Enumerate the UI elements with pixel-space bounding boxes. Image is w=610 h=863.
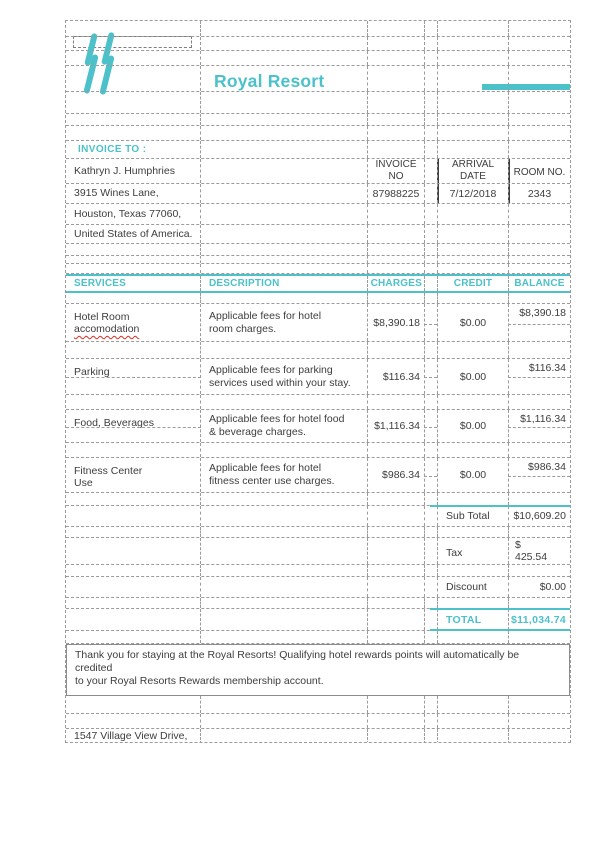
empty-cell: [509, 92, 570, 113]
empty-cell: [438, 729, 509, 743]
empty-cell: [368, 264, 425, 273]
empty-cell: [368, 443, 425, 457]
grid-row: [66, 126, 570, 141]
grid-divider: [66, 377, 201, 378]
empty-cell: [438, 565, 509, 576]
empty-cell: [66, 395, 201, 409]
service-description-cell: Applicable fees for hotel room charges.: [201, 304, 368, 341]
grid-row: [66, 114, 570, 126]
credit-cell: $0.00: [438, 359, 509, 394]
empty-cell: [201, 565, 368, 576]
subtotal-row: [66, 506, 570, 527]
empty-cell: [201, 395, 368, 409]
empty-cell: [66, 293, 201, 303]
empty-cell: [425, 527, 438, 537]
empty-cell: [425, 598, 438, 608]
thank-you-box: [66, 644, 570, 696]
empty-cell: [201, 204, 368, 224]
service-row-food-beverages: [66, 410, 570, 443]
arrival-date-value: 7/12/2018: [438, 184, 509, 203]
charges-header: CHARGES: [368, 276, 425, 291]
empty-cell: [509, 598, 570, 608]
empty-cell: [368, 126, 425, 140]
empty-cell: [201, 256, 368, 263]
empty-cell: [438, 114, 509, 125]
empty-cell: [425, 114, 438, 125]
empty-cell: [509, 631, 570, 643]
empty-cell: [438, 598, 509, 608]
empty-cell: [66, 696, 201, 713]
empty-cell: [509, 395, 570, 409]
empty-cell: [425, 276, 438, 291]
resort-address: 1547 Village View Drive,: [66, 729, 201, 743]
grid-divider: [508, 476, 570, 477]
empty-cell: [425, 443, 438, 457]
empty-cell: [438, 244, 509, 255]
total-row: [66, 609, 570, 631]
empty-cell: [509, 66, 570, 91]
guest-address-line1: 3915 Wines Lane,: [66, 184, 201, 203]
empty-cell: [368, 696, 425, 713]
balance-header: BALANCE: [514, 278, 565, 289]
arrival-date-header: ARRIVAL DATE: [438, 159, 509, 183]
service-row-fitness-center: [66, 458, 570, 493]
service-row-hotel-room: [66, 304, 570, 342]
empty-cell: [368, 538, 425, 564]
empty-cell: [438, 714, 509, 728]
empty-cell: [425, 51, 438, 65]
empty-cell: [509, 204, 570, 224]
empty-cell: [201, 342, 368, 358]
empty-cell: [425, 92, 438, 113]
empty-cell: [509, 696, 570, 713]
empty-cell: [425, 631, 438, 643]
grid-row: [66, 264, 570, 274]
credit-cell: $0.00: [438, 458, 509, 492]
accent-rule: [430, 608, 570, 610]
charges-cell: $116.34: [368, 359, 425, 394]
empty-cell: [201, 527, 368, 537]
grid-row: [66, 51, 570, 66]
brand-title-cell: [201, 66, 368, 91]
empty-cell: [509, 244, 570, 255]
tax-row: [66, 538, 570, 565]
discount-row: [66, 577, 570, 598]
empty-cell: [425, 538, 438, 564]
description-header: DESCRIPTION: [201, 276, 368, 291]
empty-cell: [66, 577, 201, 597]
empty-cell: [201, 729, 368, 743]
empty-cell: [509, 37, 570, 50]
empty-cell: [438, 66, 509, 91]
grid-row: [66, 395, 570, 410]
credit-cell: $0.00: [438, 304, 509, 341]
empty-cell: [509, 225, 570, 243]
service-description-cell: Applicable fees for hotel fitness center use charges.: [201, 458, 368, 492]
empty-cell: [509, 443, 570, 457]
tax-label: Tax: [438, 538, 509, 564]
empty-cell: [66, 256, 201, 263]
grid-row: [66, 244, 570, 256]
empty-cell: [425, 141, 438, 158]
services-header: SERVICES: [66, 276, 201, 291]
brand-title: Royal Resort: [214, 71, 325, 91]
guest-address-line2: Houston, Texas 77060,: [66, 204, 201, 224]
empty-cell: [368, 609, 425, 630]
empty-cell: [201, 159, 368, 183]
balance-cell: $8,390.18: [519, 307, 566, 319]
empty-cell: [66, 342, 201, 358]
charges-cell: $1,116.34: [368, 410, 425, 442]
empty-cell: [438, 225, 509, 243]
empty-cell: [438, 51, 509, 65]
empty-cell: [425, 244, 438, 255]
empty-cell: [438, 204, 509, 224]
empty-cell: [425, 256, 438, 263]
service-description-cell: Applicable fees for parking services used within your stay.: [201, 359, 368, 394]
grid-divider: [508, 324, 570, 325]
grid-row: [66, 714, 570, 729]
empty-cell: [66, 114, 201, 125]
empty-cell: [66, 609, 201, 630]
empty-cell: [425, 506, 438, 526]
service-row-parking: [66, 359, 570, 395]
empty-cell: [425, 184, 438, 203]
grid-row: [66, 293, 570, 304]
empty-cell: [438, 527, 509, 537]
empty-cell: [425, 159, 438, 183]
credit-cell: $0.00: [438, 410, 509, 442]
empty-cell: [368, 141, 425, 158]
misspelled-word: accomodation: [74, 323, 140, 335]
empty-cell: [368, 631, 425, 643]
empty-cell: [425, 609, 438, 630]
empty-cell: [66, 37, 201, 50]
empty-cell: [425, 714, 438, 728]
empty-cell: [368, 293, 425, 303]
empty-cell: [201, 598, 368, 608]
empty-cell: [509, 493, 570, 505]
empty-cell: [368, 225, 425, 243]
empty-cell: [425, 66, 438, 91]
empty-cell: [368, 577, 425, 597]
empty-cell: [66, 538, 201, 564]
charges-cell: $986.34: [368, 458, 425, 492]
invoice-to-label: INVOICE TO :: [66, 141, 201, 158]
grid-row: [66, 21, 570, 37]
total-value: $11,034.74: [511, 613, 566, 626]
empty-cell: [425, 410, 438, 442]
discount-label: Discount: [438, 577, 509, 597]
empty-cell: [425, 342, 438, 358]
guest-address-line3: United States of America.: [66, 225, 201, 243]
tax-value: $ 425.54: [515, 539, 548, 563]
empty-cell: [201, 264, 368, 273]
subtotal-label: Sub Total: [438, 506, 509, 526]
empty-cell: [368, 506, 425, 526]
empty-cell: [66, 126, 201, 140]
empty-cell: [438, 141, 509, 158]
empty-cell: [425, 126, 438, 140]
total-label: TOTAL: [438, 609, 509, 630]
empty-cell: [368, 527, 425, 537]
empty-cell: [368, 729, 425, 743]
accent-rule: [430, 505, 570, 507]
empty-cell: [509, 264, 570, 273]
empty-cell: [66, 66, 201, 91]
charges-cell: $8,390.18: [368, 304, 425, 341]
empty-cell: [201, 714, 368, 728]
empty-cell: [201, 538, 368, 564]
empty-cell: [368, 395, 425, 409]
empty-cell: [425, 204, 438, 224]
empty-cell: [438, 696, 509, 713]
grid-divider: [508, 427, 570, 428]
empty-cell: [201, 577, 368, 597]
empty-cell: [201, 244, 368, 255]
brand-title-row: [66, 66, 570, 92]
empty-cell: [201, 506, 368, 526]
empty-cell: [368, 51, 425, 65]
empty-cell: [201, 141, 368, 158]
thank-you-text: Thank you for staying at the Royal Resorts! Qualifying hotel rewards points will automatically be credited to your Royal Resorts Rewards membership account.: [75, 649, 520, 687]
empty-cell: [66, 565, 201, 576]
empty-cell: [66, 598, 201, 608]
empty-cell: [368, 37, 425, 50]
guest-address-row: [66, 204, 570, 225]
balance-cell: $1,116.34: [520, 413, 566, 425]
empty-cell: [201, 21, 368, 36]
invoice-no-value: 87988225: [368, 184, 425, 203]
empty-cell: [368, 66, 425, 91]
empty-cell: [66, 493, 201, 505]
empty-cell: [201, 51, 368, 65]
empty-cell: [509, 293, 570, 303]
grid-row: [66, 342, 570, 359]
empty-cell: [425, 458, 438, 492]
grid-row: [66, 527, 570, 538]
meta-values-row: [66, 184, 570, 204]
empty-cell: [201, 184, 368, 203]
empty-cell: [201, 126, 368, 140]
empty-cell: [509, 342, 570, 358]
empty-cell: [438, 342, 509, 358]
empty-cell: [66, 264, 201, 273]
balance-cell: $986.34: [528, 461, 566, 473]
empty-cell: [368, 114, 425, 125]
discount-value: $0.00: [539, 581, 566, 593]
empty-cell: [201, 696, 368, 713]
empty-cell: [509, 256, 570, 263]
grid-row: [66, 443, 570, 458]
empty-cell: [201, 493, 368, 505]
guest-address-row: [66, 225, 570, 244]
empty-cell: [438, 21, 509, 36]
grid-divider: [424, 476, 437, 477]
empty-cell: [425, 696, 438, 713]
grid-divider: [424, 324, 437, 325]
empty-cell: [368, 244, 425, 255]
service-description-cell: Applicable fees for hotel food & beverage charges.: [201, 410, 368, 442]
empty-cell: [509, 21, 570, 36]
empty-cell: [425, 304, 438, 341]
empty-cell: [368, 342, 425, 358]
grid-divider: [424, 427, 437, 428]
grid-row: [66, 631, 570, 644]
empty-cell: [66, 527, 201, 537]
empty-cell: [509, 729, 570, 743]
bottom-address-row: [66, 729, 570, 743]
empty-cell: [368, 204, 425, 224]
empty-cell: [368, 256, 425, 263]
guest-name: Kathryn J. Humphries: [66, 159, 201, 183]
empty-cell: [438, 631, 509, 643]
empty-cell: [66, 631, 201, 643]
empty-cell: [509, 714, 570, 728]
balance-cell: $116.34: [528, 362, 566, 374]
empty-cell: [66, 714, 201, 728]
guest-name-row: [66, 159, 570, 184]
empty-cell: [509, 126, 570, 140]
empty-cell: [425, 395, 438, 409]
empty-cell: [368, 92, 425, 113]
empty-cell: [438, 37, 509, 50]
empty-cell: [201, 92, 368, 113]
credit-header: CREDIT: [438, 276, 509, 291]
empty-cell: [368, 714, 425, 728]
empty-cell: [425, 293, 438, 303]
empty-cell: [509, 527, 570, 537]
grid-row: [66, 696, 570, 714]
empty-cell: [509, 565, 570, 576]
grid-row: [66, 256, 570, 264]
empty-cell: [66, 92, 201, 113]
subtotal-value: $10,609.20: [513, 510, 566, 522]
grid-row: [66, 565, 570, 577]
table-header-row: [66, 274, 570, 293]
empty-cell: [201, 114, 368, 125]
invoice-sheet: [65, 20, 571, 743]
empty-cell: [438, 256, 509, 263]
empty-cell: [425, 264, 438, 273]
empty-cell: [66, 21, 201, 36]
empty-cell: [425, 225, 438, 243]
empty-cell: [438, 264, 509, 273]
empty-cell: [66, 506, 201, 526]
service-name-cell: Fitness Center Use: [66, 458, 201, 492]
grid-divider: [508, 377, 570, 378]
grid-divider: [424, 377, 437, 378]
empty-cell: [66, 244, 201, 255]
empty-cell: [509, 114, 570, 125]
empty-cell: [368, 493, 425, 505]
empty-cell: [438, 126, 509, 140]
empty-cell: [438, 395, 509, 409]
room-no-header: ROOM NO.: [513, 167, 566, 178]
empty-cell: [201, 443, 368, 457]
empty-cell: [425, 493, 438, 505]
invoice-no-header: INVOICE NO: [368, 159, 425, 183]
grid-row: [66, 37, 570, 51]
empty-cell: [425, 729, 438, 743]
empty-cell: [509, 51, 570, 65]
empty-cell: [66, 51, 201, 65]
empty-cell: [438, 443, 509, 457]
room-no-value: 2343: [527, 187, 552, 200]
empty-cell: [201, 609, 368, 630]
empty-cell: [425, 565, 438, 576]
empty-cell: [368, 565, 425, 576]
empty-cell: [438, 293, 509, 303]
empty-cell: [201, 631, 368, 643]
empty-cell: [368, 21, 425, 36]
empty-cell: [201, 293, 368, 303]
empty-cell: [509, 141, 570, 158]
empty-cell: [438, 92, 509, 113]
empty-cell: [425, 37, 438, 50]
empty-cell: [368, 598, 425, 608]
grid-row: [66, 92, 570, 114]
service-name-cell: Food, Beverages: [66, 410, 201, 442]
empty-cell: [425, 577, 438, 597]
empty-cell: [66, 443, 201, 457]
grid-divider: [66, 427, 201, 428]
empty-cell: [438, 493, 509, 505]
empty-cell: [201, 37, 368, 50]
service-name-cell: Hotel Room accomodation: [66, 304, 201, 341]
invoice-to-row: [66, 141, 570, 159]
service-name-cell: Parking: [66, 359, 201, 394]
empty-cell: [425, 21, 438, 36]
empty-cell: [201, 225, 368, 243]
